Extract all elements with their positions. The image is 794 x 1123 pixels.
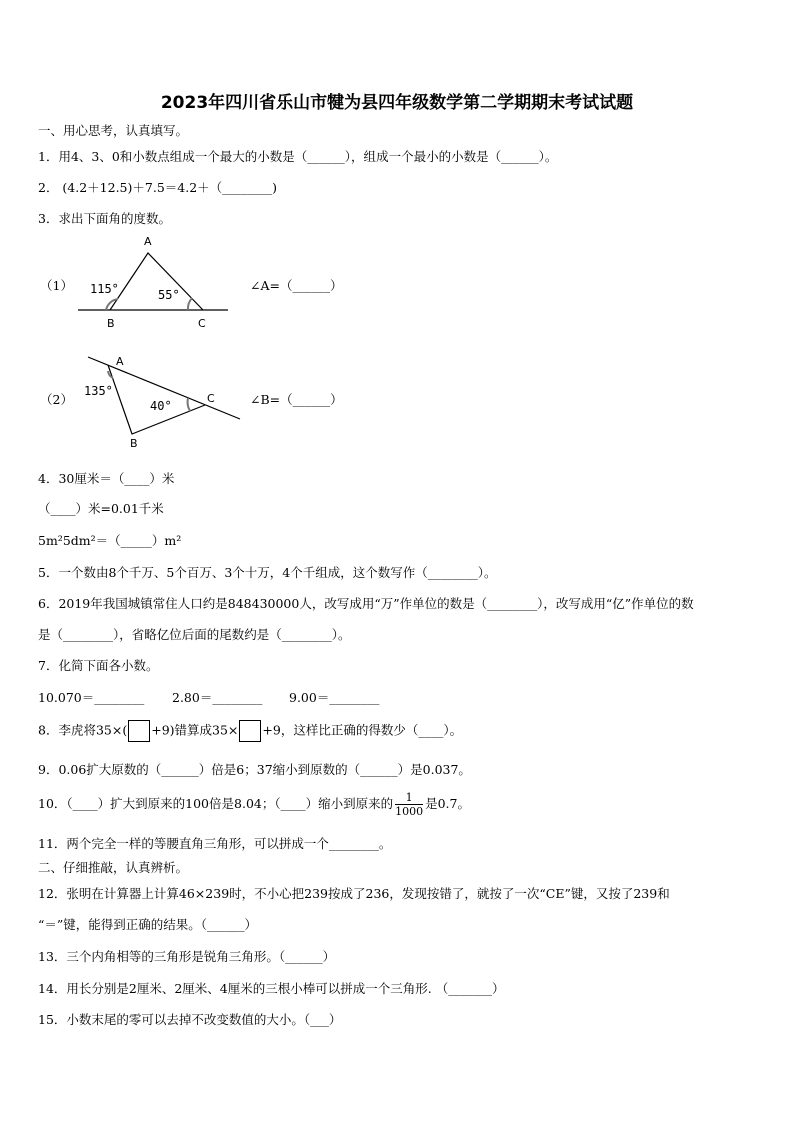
question-15: 15．小数末尾的零可以去掉不改变数值的大小。（___） bbox=[38, 1012, 342, 1027]
fraction bbox=[395, 791, 423, 818]
question-6-line-2: 是（________），省略亿位后面的尾数约是（________）。 bbox=[38, 627, 351, 642]
question-7-item-3: 9.00＝________ bbox=[289, 690, 380, 705]
angle-40-label: 40° bbox=[150, 399, 172, 413]
question-7-item-1: 10.070＝________ bbox=[38, 690, 145, 705]
question-4b: （____）米=0.01千米 bbox=[38, 501, 164, 516]
question-10 bbox=[38, 791, 470, 818]
figure-1-answer: ∠A=（______） bbox=[250, 278, 343, 293]
section-2-heading: 二、仔细推敲，认真辨析。 bbox=[38, 860, 189, 875]
vertex-a-label: A bbox=[144, 235, 152, 248]
angle-arc-c bbox=[188, 298, 192, 310]
triangle-figure-2 bbox=[80, 350, 245, 452]
angle-55-label: 55° bbox=[158, 288, 180, 302]
question-14: 14．用长分别是2厘米、2厘米、4厘米的三根小棒可以拼成一个三角形. （_______） bbox=[38, 981, 505, 996]
question-4a: 4．30厘米＝（____）米 bbox=[38, 471, 175, 486]
angle-arc-c bbox=[188, 398, 190, 411]
page-title: 2023年四川省乐山市犍为县四年级数学第二学期期末考试试题 bbox=[160, 93, 634, 113]
vertex-c-label: C bbox=[198, 317, 206, 330]
blank-box-2 bbox=[239, 720, 261, 742]
question-9: 9．0.06扩大原数的（______）倍是6；37缩小到原数的（______）是0.037。 bbox=[38, 762, 471, 777]
question-12-line-2: “＝”键，能得到正确的结果。（______） bbox=[38, 917, 258, 932]
question-8-part-1: 8．李虎将35×( bbox=[38, 722, 128, 738]
question-7: 7．化简下面各小数。 bbox=[38, 658, 159, 673]
figure-2-label: （2） bbox=[40, 392, 73, 407]
vertex-b-label: B bbox=[130, 437, 138, 450]
triangle-figure-1 bbox=[70, 228, 240, 334]
question-11: 11．两个完全一样的等腰直角三角形，可以拼成一个________。 bbox=[38, 836, 392, 851]
question-10-part-2: 是0.7。 bbox=[425, 796, 470, 811]
question-10-part-1: 10．（____）扩大到原来的100倍是8.04；（____）缩小到原来的 bbox=[38, 796, 394, 811]
question-3: 3．求出下面角的度数。 bbox=[38, 211, 171, 226]
question-1: 1．用4、3、0和小数点组成一个最大的小数是（______），组成一个最小的小数是（______）。 bbox=[38, 149, 558, 164]
question-2: 2． (4.2＋12.5)＋7.5＝4.2＋（________) bbox=[38, 180, 278, 195]
question-12-line-1: 12．张明在计算器上计算46×239时，不小心把239按成了236，发现按错了，就按了一次“CE”键，又按了239和 bbox=[38, 886, 670, 901]
figure-2-answer: ∠B=（______） bbox=[250, 392, 343, 407]
blank-box-1 bbox=[128, 720, 150, 742]
question-8 bbox=[38, 720, 462, 742]
question-8-part-2: +9)错算成35× bbox=[151, 722, 239, 738]
vertex-b-label: B bbox=[107, 317, 115, 330]
vertex-c-label: C bbox=[207, 392, 215, 405]
angle-115-label: 115° bbox=[90, 282, 119, 296]
question-6-line-1: 6．2019年我国城镇常住人口约是848430000人，改写成用“万”作单位的数是（________），改写成用“亿”作单位的数 bbox=[38, 596, 694, 611]
question-7-item-2: 2.80＝________ bbox=[172, 690, 263, 705]
figure-1-label: （1） bbox=[40, 278, 73, 293]
question-4c: 5m²5dm²＝（_____）m² bbox=[38, 533, 182, 548]
question-8-part-3: +9，这样比正确的得数少（____）。 bbox=[262, 722, 463, 738]
fraction-denominator: 1000 bbox=[395, 805, 424, 818]
question-13: 13．三个内角相等的三角形是锐角三角形。（______） bbox=[38, 949, 336, 964]
section-1-heading: 一、用心思考，认真填写。 bbox=[38, 123, 189, 138]
fraction-numerator: 1 bbox=[395, 791, 423, 805]
question-5: 5．一个数由8个千万、5个百万、3个十万，4个千组成，这个数写作（________）。 bbox=[38, 565, 497, 580]
angle-135-label: 135° bbox=[84, 384, 113, 398]
vertex-a-label: A bbox=[116, 355, 124, 368]
